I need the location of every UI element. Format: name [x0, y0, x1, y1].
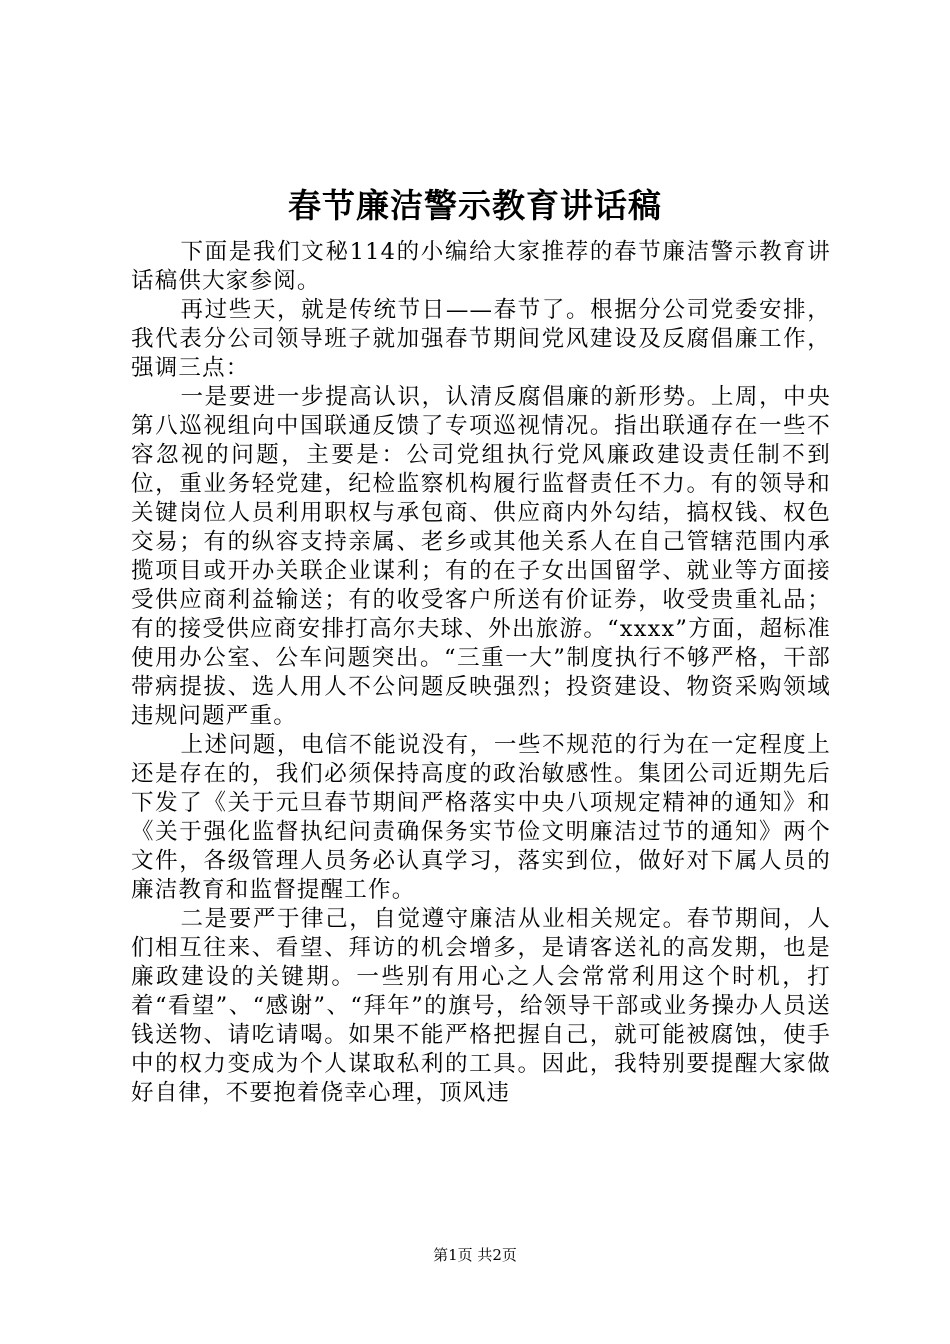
document-body: [131, 238, 831, 1108]
paragraph: 一是要进一步提高认识，认清反腐倡廉的新形势。上周，中央第八巡视组向中国联通反馈了专项巡视情况。指出联通存在一些不容忽视的问题，主要是：公司党组执行党风廉政建设责任制不到位，重业务轻党建，纪检监察机构履行监督责任不力。有的领导和关键岗位人员利用职权与承包商、供应商内外勾结，搞权钱、权色交易；有的纵容支持亲属、老乡或其他关系人在自己管辖范围内承揽项目或开办关联企业谋利；有的在子女出国留学、就业等方面接受供应商利益输送；有的收受客户所送有价证券，收受贵重礼品；有的接受供应商安排打高尔夫球、外出旅游。“xxxx”方面，超标准使用办公室、公车问题突出。“三重一大”制度执行不够严格，干部带病提拔、选人用人不公问题反映强烈；投资建设、物资采购领域违规问题严重。: [131, 384, 831, 729]
paragraph: 二是要严于律己，自觉遵守廉洁从业相关规定。春节期间，人们相互往来、看望、拜访的机会增多，是请客送礼的高发期，也是廉政建设的关键期。一些别有用心之人会常常利用这个时机，打着“看望”、“感谢”、“拜年”的旗号，给领导干部或业务操办人员送钱送物、请吃请喝。如果不能严格把握自己，就可能被腐蚀，使手中的权力变成为个人谋取私利的工具。因此，我特别要提醒大家做好自律，不要抱着侥幸心理，顶风违: [131, 906, 831, 1106]
paragraph: 下面是我们文秘114的小编给大家推荐的春节廉洁警示教育讲话稿供大家参阅。: [131, 239, 831, 294]
page-footer: 第1页 共2页: [433, 1246, 517, 1264]
paragraph: 再过些天，就是传统节日——春节了。根据分公司党委安排，我代表分公司领导班子就加强春节期间党风建设及反腐倡廉工作，强调三点：: [131, 297, 831, 381]
paragraph: 上述问题，电信不能说没有，一些不规范的行为在一定程度上还是存在的，我们必须保持高度的政治敏感性。集团公司近期先后下发了《关于元旦春节期间严格落实中央八项规定精神的通知》和《关于强化监督执纪问责确保务实节俭文明廉洁过节的通知》两个文件，各级管理人员务必认真学习，落实到位，做好对下属人员的廉洁教育和监督提醒工作。: [131, 732, 831, 903]
document-title: 春节廉洁警示教育讲话稿: [288, 186, 662, 225]
